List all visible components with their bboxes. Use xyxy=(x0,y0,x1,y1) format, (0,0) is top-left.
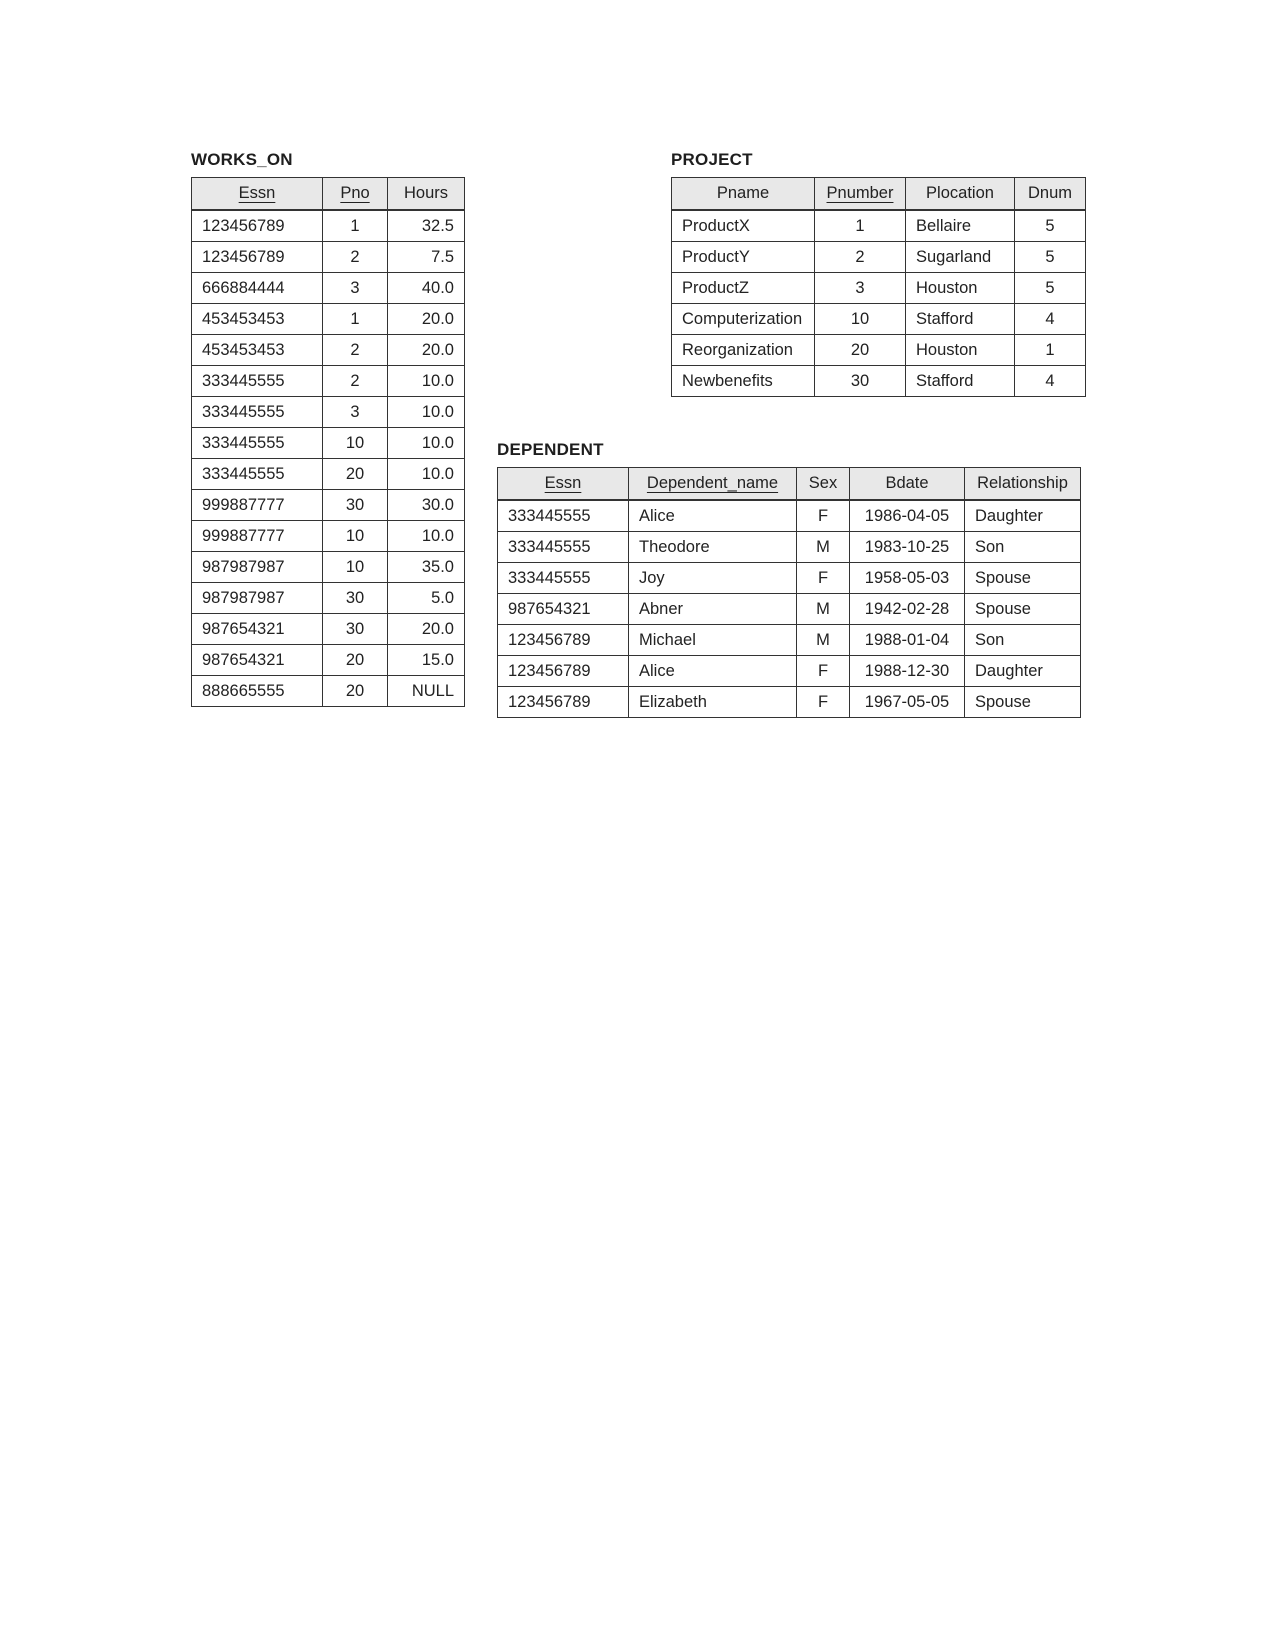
dnum-cell: 5 xyxy=(1015,273,1086,304)
dnum-cell: 5 xyxy=(1015,210,1086,242)
hours-cell: 7.5 xyxy=(388,242,465,273)
sex-cell: F xyxy=(797,500,850,532)
dependent-name-cell: Alice xyxy=(629,656,797,687)
hours-cell: 32.5 xyxy=(388,210,465,242)
table-row xyxy=(192,304,465,335)
plocation-cell: Stafford xyxy=(906,304,1015,335)
column-header-relationship: Relationship xyxy=(965,468,1081,501)
table-row xyxy=(192,242,465,273)
essn-cell: 123456789 xyxy=(498,625,629,656)
relationship-cell: Daughter xyxy=(965,656,1081,687)
pno-cell: 3 xyxy=(323,397,388,428)
table-row xyxy=(672,273,1086,304)
essn-cell: 453453453 xyxy=(192,304,323,335)
dependent-title: DEPENDENT xyxy=(497,440,604,459)
column-header-pno: Pno xyxy=(323,178,388,211)
plocation-cell: Bellaire xyxy=(906,210,1015,242)
works-on-relation xyxy=(191,150,465,707)
header-row xyxy=(192,178,465,211)
relationship-cell: Daughter xyxy=(965,500,1081,532)
essn-cell: 123456789 xyxy=(498,656,629,687)
essn-cell: 999887777 xyxy=(192,521,323,552)
relationship-cell: Spouse xyxy=(965,563,1081,594)
pno-cell: 20 xyxy=(323,676,388,707)
hours-cell: 10.0 xyxy=(388,428,465,459)
essn-cell: 123456789 xyxy=(192,210,323,242)
pno-cell: 2 xyxy=(323,366,388,397)
column-header-pname: Pname xyxy=(672,178,815,211)
table-row xyxy=(192,490,465,521)
column-header-pnumber: Pnumber xyxy=(815,178,906,211)
essn-cell: 888665555 xyxy=(192,676,323,707)
column-header-essn: Essn xyxy=(498,468,629,501)
bdate-cell: 1958-05-03 xyxy=(850,563,965,594)
project-table xyxy=(671,177,1086,397)
essn-cell: 333445555 xyxy=(192,459,323,490)
column-header-plocation: Plocation xyxy=(906,178,1015,211)
table-row xyxy=(498,500,1081,532)
column-header-bdate: Bdate xyxy=(850,468,965,501)
dependent-name-cell: Theodore xyxy=(629,532,797,563)
pno-cell: 10 xyxy=(323,521,388,552)
sex-cell: F xyxy=(797,687,850,718)
essn-cell: 123456789 xyxy=(498,687,629,718)
pno-cell: 10 xyxy=(323,428,388,459)
pno-cell: 20 xyxy=(323,459,388,490)
sex-cell: M xyxy=(797,594,850,625)
pname-cell: Computerization xyxy=(672,304,815,335)
dependent-name-cell: Joy xyxy=(629,563,797,594)
works-on-table xyxy=(191,177,465,707)
essn-cell: 333445555 xyxy=(192,366,323,397)
pno-cell: 2 xyxy=(323,242,388,273)
table-row xyxy=(192,210,465,242)
hours-cell: 30.0 xyxy=(388,490,465,521)
dependent-name-cell: Abner xyxy=(629,594,797,625)
essn-cell: 987654321 xyxy=(498,594,629,625)
hours-cell: 5.0 xyxy=(388,583,465,614)
hours-cell: 15.0 xyxy=(388,645,465,676)
pnumber-cell: 3 xyxy=(815,273,906,304)
relationship-cell: Spouse xyxy=(965,687,1081,718)
plocation-cell: Sugarland xyxy=(906,242,1015,273)
essn-cell: 333445555 xyxy=(192,397,323,428)
project-title: PROJECT xyxy=(671,150,753,169)
table-row xyxy=(498,656,1081,687)
table-row xyxy=(498,594,1081,625)
table-row xyxy=(498,532,1081,563)
table-row xyxy=(192,583,465,614)
column-header-sex: Sex xyxy=(797,468,850,501)
table-row xyxy=(192,428,465,459)
pname-cell: Reorganization xyxy=(672,335,815,366)
pno-cell: 3 xyxy=(323,273,388,304)
dnum-cell: 4 xyxy=(1015,366,1086,397)
pno-cell: 1 xyxy=(323,210,388,242)
dependent-name-cell: Elizabeth xyxy=(629,687,797,718)
hours-cell: 20.0 xyxy=(388,614,465,645)
table-row xyxy=(672,335,1086,366)
essn-cell: 999887777 xyxy=(192,490,323,521)
hours-cell: 10.0 xyxy=(388,459,465,490)
hours-cell: 20.0 xyxy=(388,335,465,366)
table-row xyxy=(498,563,1081,594)
bdate-cell: 1942-02-28 xyxy=(850,594,965,625)
essn-cell: 123456789 xyxy=(192,242,323,273)
dnum-cell: 4 xyxy=(1015,304,1086,335)
hours-cell: 20.0 xyxy=(388,304,465,335)
pno-cell: 1 xyxy=(323,304,388,335)
table-row xyxy=(672,210,1086,242)
project-relation xyxy=(671,150,1086,397)
dnum-cell: 1 xyxy=(1015,335,1086,366)
essn-cell: 333445555 xyxy=(498,500,629,532)
bdate-cell: 1988-01-04 xyxy=(850,625,965,656)
pno-cell: 30 xyxy=(323,614,388,645)
pno-cell: 30 xyxy=(323,583,388,614)
sex-cell: M xyxy=(797,532,850,563)
column-header-dnum: Dnum xyxy=(1015,178,1086,211)
table-row xyxy=(192,273,465,304)
table-row xyxy=(498,687,1081,718)
table-row xyxy=(192,366,465,397)
essn-cell: 333445555 xyxy=(192,428,323,459)
bdate-cell: 1967-05-05 xyxy=(850,687,965,718)
bdate-cell: 1988-12-30 xyxy=(850,656,965,687)
hours-cell: 35.0 xyxy=(388,552,465,583)
table-row xyxy=(192,552,465,583)
pnumber-cell: 10 xyxy=(815,304,906,335)
pno-cell: 20 xyxy=(323,645,388,676)
works-on-title: WORKS_ON xyxy=(191,150,293,169)
sex-cell: M xyxy=(797,625,850,656)
pnumber-cell: 20 xyxy=(815,335,906,366)
dependent-name-cell: Alice xyxy=(629,500,797,532)
hours-cell: NULL xyxy=(388,676,465,707)
dnum-cell: 5 xyxy=(1015,242,1086,273)
essn-cell: 987987987 xyxy=(192,552,323,583)
hours-cell: 10.0 xyxy=(388,397,465,428)
essn-cell: 333445555 xyxy=(498,563,629,594)
pname-cell: ProductX xyxy=(672,210,815,242)
table-row xyxy=(192,645,465,676)
essn-cell: 333445555 xyxy=(498,532,629,563)
table-row xyxy=(192,676,465,707)
sex-cell: F xyxy=(797,656,850,687)
table-row xyxy=(498,625,1081,656)
bdate-cell: 1983-10-25 xyxy=(850,532,965,563)
dependent-name-cell: Michael xyxy=(629,625,797,656)
plocation-cell: Houston xyxy=(906,335,1015,366)
pno-cell: 10 xyxy=(323,552,388,583)
relationship-cell: Son xyxy=(965,625,1081,656)
pname-cell: ProductY xyxy=(672,242,815,273)
table-row xyxy=(192,614,465,645)
table-row xyxy=(192,335,465,366)
pnumber-cell: 30 xyxy=(815,366,906,397)
hours-cell: 10.0 xyxy=(388,366,465,397)
dependent-relation xyxy=(497,440,1081,718)
pnumber-cell: 2 xyxy=(815,242,906,273)
column-header-essn: Essn xyxy=(192,178,323,211)
relationship-cell: Spouse xyxy=(965,594,1081,625)
plocation-cell: Stafford xyxy=(906,366,1015,397)
hours-cell: 10.0 xyxy=(388,521,465,552)
table-row xyxy=(672,304,1086,335)
essn-cell: 987987987 xyxy=(192,583,323,614)
column-header-dependent-name: Dependent_name xyxy=(629,468,797,501)
plocation-cell: Houston xyxy=(906,273,1015,304)
pnumber-cell: 1 xyxy=(815,210,906,242)
header-row xyxy=(498,468,1081,501)
table-row xyxy=(192,521,465,552)
pno-cell: 30 xyxy=(323,490,388,521)
essn-cell: 987654321 xyxy=(192,645,323,676)
pno-cell: 2 xyxy=(323,335,388,366)
pname-cell: Newbenefits xyxy=(672,366,815,397)
essn-cell: 987654321 xyxy=(192,614,323,645)
table-row xyxy=(192,459,465,490)
table-row xyxy=(672,242,1086,273)
table-row xyxy=(672,366,1086,397)
relationship-cell: Son xyxy=(965,532,1081,563)
bdate-cell: 1986-04-05 xyxy=(850,500,965,532)
header-row xyxy=(672,178,1086,211)
sex-cell: F xyxy=(797,563,850,594)
essn-cell: 453453453 xyxy=(192,335,323,366)
hours-cell: 40.0 xyxy=(388,273,465,304)
column-header-hours: Hours xyxy=(388,178,465,211)
dependent-table xyxy=(497,467,1081,718)
table-row xyxy=(192,397,465,428)
pname-cell: ProductZ xyxy=(672,273,815,304)
essn-cell: 666884444 xyxy=(192,273,323,304)
